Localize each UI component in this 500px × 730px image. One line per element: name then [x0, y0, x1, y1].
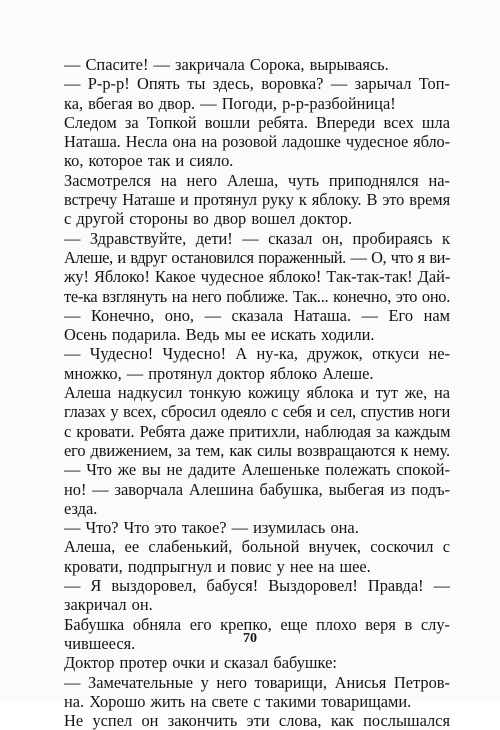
text-line: Бабушка обняла его крепко, еще плохо веря в слу-: [64, 614, 450, 634]
text-line: но! — заворчала Алешина бабушка, выбегая из подъ-: [64, 479, 450, 499]
text-line: его движением, за тем, как силы возвращаются к нему.: [64, 440, 450, 460]
text-line: жу! Яблоко! Какое чудесное яблоко! Так-так-так! Дай-: [64, 267, 451, 287]
text-line: с другой стороны во двор вошел доктор.: [64, 209, 353, 229]
text-line: Алеша, ее слабенький, больной внучек, соскочил с: [64, 537, 450, 557]
text-line: Наташа. Несла она на розовой ладошке чудесное ябло-: [64, 132, 450, 152]
text-line: Не успел он закончить эти слова, как послышался: [64, 711, 450, 730]
text-line: — Спасите! — закричала Сорока, вырываясь.: [64, 55, 389, 74]
text-line: — Р-р-р! Опять ты здесь, воровка? — зарычал Топ-: [64, 74, 450, 94]
page-number: 70: [243, 631, 257, 646]
text-line: чившееся.: [64, 633, 136, 653]
text-line: Следом за Топкой вошли ребята. Впереди всех шла: [64, 112, 450, 132]
text-line: на. Хорошо жить на свете с такими товарищами.: [64, 691, 412, 711]
text-line: Алеше, и вдруг остановился пораженный. — О, что я ви-: [64, 247, 450, 267]
text-line: Доктор протер очки и сказал бабушке:: [64, 653, 337, 673]
text-line: — Что же вы не дадите Алешеньке полежать спокой-: [64, 460, 450, 480]
text-line: Алеша надкусил тонкую кожицу яблока и тут же, на: [64, 383, 450, 403]
text-line: закричал он.: [64, 595, 153, 615]
text-line: с кровати. Ребята даже притихли, наблюдая за каждым: [64, 421, 451, 441]
text-line: — Что? Что это такое? — изумилась она.: [64, 518, 359, 538]
text-line: встречу Наташе и протянул руку к яблоку. В это время: [64, 190, 451, 210]
text-line: — Я выздоровел, бабуся! Выздоровел! Правда! —: [64, 576, 450, 596]
text-line: — Конечно, оно, — сказала Наташа. — Его нам: [64, 305, 450, 325]
page-text: [64, 55, 450, 730]
text-line: Осень подарила. Ведь мы ее искать ходили.: [64, 325, 375, 345]
text-line: — Чудесно! Чудесно! А ну-ка, дружок, откуси не-: [64, 344, 450, 364]
text-line: глазах у всех, сбросил одеяло с себя и сел, спустив ноги: [64, 402, 450, 422]
text-line: ка, вбегая во двор. — Погоди, р-р-разбойница!: [64, 93, 396, 113]
text-line: те-ка взглянуть на него поближе. Так... конечно, это оно.: [64, 286, 450, 306]
text-line: множко, — протянул доктор яблоко Алеше.: [64, 363, 374, 383]
text-line: езда.: [64, 498, 98, 518]
text-line: Засмотрелся на него Алеша, чуть приподнялся на-: [64, 170, 450, 190]
text-line: — Здравствуйте, дети! — сказал он, пробираясь к: [64, 228, 450, 248]
text-line: — Замечательные у него товарищи, Анисья Петров-: [64, 672, 450, 692]
text-line: ко, которое так и сияло.: [64, 151, 234, 171]
text-line: кровати, подпрыгнул и повис у нее на шее.: [64, 556, 371, 576]
